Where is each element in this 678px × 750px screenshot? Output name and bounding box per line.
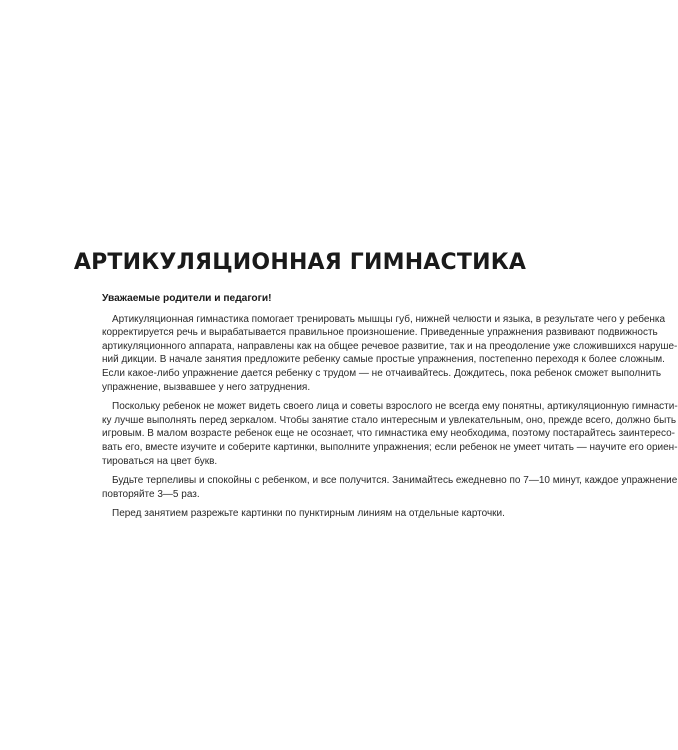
paragraph-line: вать его, вместе изучите и соберите картинки, выполните упражнения; если ребенок не умеет читать — научите его ориен- — [102, 441, 678, 453]
paragraph-line: Перед занятием разрежьте картинки по пунктирным линиям на отдельные карточки. — [112, 508, 505, 520]
paragraph-line: Поскольку ребенок не может видеть своего лица и советы взрослого не всегда ему понятны, артикуляционную гимнасти- — [112, 401, 678, 413]
paragraph-line: повторяйте 3—5 раз. — [102, 488, 200, 500]
paragraph-line: артикуляционного аппарата, направлены как на общее речевое развитие, так и на преодоление уже сложившихся наруше- — [102, 340, 678, 352]
paragraph-line: ний дикции. В начале занятия предложите ребенку самые простые упражнения, постепенно переходя к более сложным. — [102, 354, 665, 366]
paragraph-2 — [102, 400, 678, 468]
paragraph-line: игровым. В малом возрасте ребенок еще не осознает, что гимнастика ему необходима, поэтому постарайтесь заинтересо- — [102, 428, 675, 440]
paragraph-line: ку лучше выполнять перед зеркалом. Чтобы занятие стало интересным и увлекательным, оно, прежде всего, должно быть — [102, 414, 677, 426]
page-title: АРТИКУЛЯЦИОННАЯ ГИМНАСТИКА — [73, 250, 527, 275]
paragraph-3 — [102, 474, 678, 501]
paragraph-1 — [102, 313, 678, 395]
paragraph-line: Будьте терпеливы и спокойны с ребенком, и все получится. Занимайтесь ежедневно по 7—10 минут, каждое упражнение — [112, 475, 678, 487]
paragraph-line: тироваться на цвет букв. — [102, 455, 218, 467]
paragraph-line: Артикуляционная гимнастика помогает тренировать мышцы губ, нижней челюсти и языка, в результате чего у ребенка — [112, 313, 666, 325]
paragraph-line: упражнение, вызвавшее у него затруднения. — [102, 381, 311, 393]
paragraph-line: корректируется речь и вырабатывается правильное произношение. Приведенные упражнения развивают подвижность — [102, 327, 658, 339]
paragraph-line: Если какое-либо упражнение дается ребенку с трудом — не отчаивайтесь. Дождитесь, пока ребенок сможет выполнить — [102, 367, 662, 379]
document-body — [102, 292, 678, 527]
paragraph-4 — [102, 507, 511, 521]
greeting-heading: Уважаемые родители и педагоги! — [102, 293, 272, 304]
